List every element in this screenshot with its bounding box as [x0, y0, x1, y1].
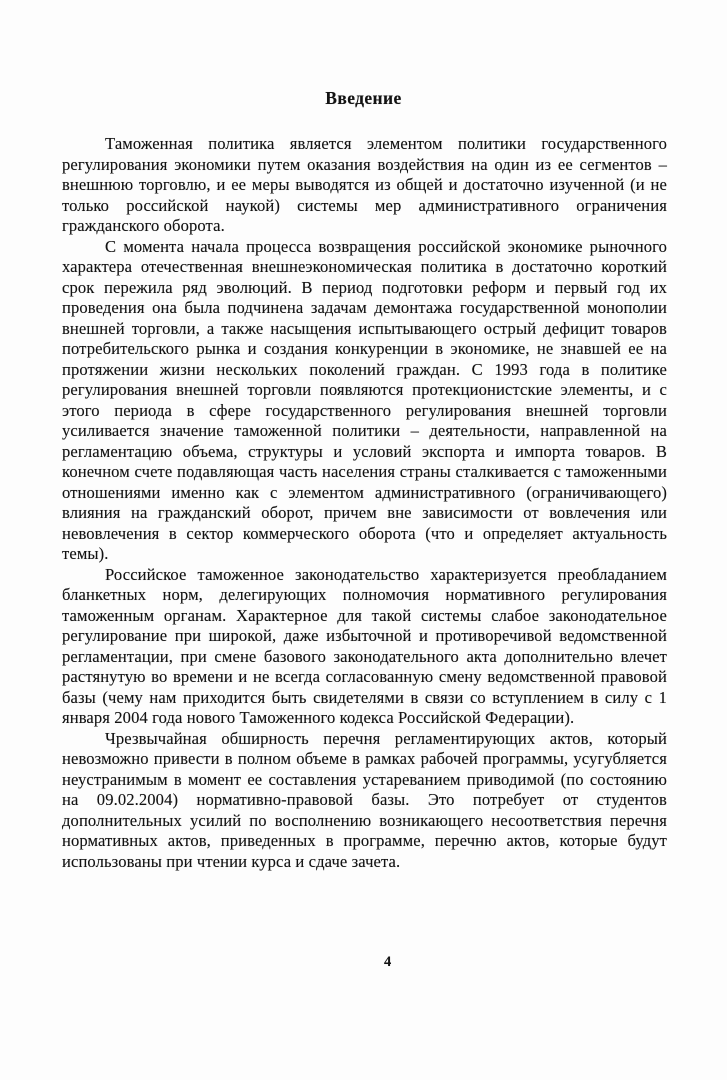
paragraph-intro-customs-policy: Таможенная политика является элементом политики государственного регулирования экономики путем оказания воздействия на один из ее сегментов – внешнюю торговлю, и ее меры выводятся из общей и достаточно изученной (и не только российской наукой) системы мер административного ограничения гражданского оборота. [62, 134, 667, 235]
paragraph-market-reform-history: С момента начала процесса возвращения российской экономике рыночного характера отечественная внешнеэкономическая политика в достаточно короткий срок пережила ряд эволюций. В период подготовки реформ и первый год их проведения она была подчинена задачам демонтажа государственной монополии внешней торговли, а также насыщения испытывающего острый дефицит товаров потребительского рынка и создания конкуренции в экономике, не знавшей ее на протяжении жизни нескольких поколений граждан. С 1993 года в политике регулирования внешней торговли появляются протекционистские элементы, и с этого периода в сфере государственного регулирования внешней торговли усиливается значение таможенной политики – деятельности, направленной на регламентацию объема, структуры и условий экспорта и импорта товаров. В конечном счете подавляющая часть населения страны сталкивается с таможенными отношениями именно как с элементом административного (ограничивающего) влияния на гражданский оборот, причем вне зависимости от вовлечения или невовлечения в сектор коммерческого оборота (что и определяет актуальность темы). [62, 236, 667, 563]
paragraph-customs-legislation: Российское таможенное законодательство характеризуется преобладанием бланкетных норм, делегирующих полномочия нормативного регулирования таможенным органам. Характерное для такой системы слабое законодательное регулирование при широкой, даже избыточной и противоречивой ведомственной регламентации, при смене базового законодательного акта дополнительно влечет растянутую во времени и не всегда согласованную смену ведомственной правовой базы (чему нам приходится быть свидетелями в связи со вступлением в силу с 1 января 2004 года нового Таможенного кодекса Российской Федерации). [62, 564, 667, 727]
page-title: Введение [325, 88, 402, 108]
paragraph-regulatory-acts-list: Чрезвычайная обширность перечня регламентирующих актов, который невозможно привести в полном объеме в рамках рабочей программы, усугубляется неустранимым в момент ее составления устареванием приводимой (по состоянию на 09.02.2004) нормативно-правовой базы. Это потребует от студентов дополнительных усилий по восполнению возникающего несоответствия перечня нормативных актов, приведенных в программе, перечню актов, которые будут использованы при чтении курса и сдаче зачета. [62, 728, 667, 871]
page-number: 4 [384, 954, 392, 970]
document-body [62, 134, 667, 872]
